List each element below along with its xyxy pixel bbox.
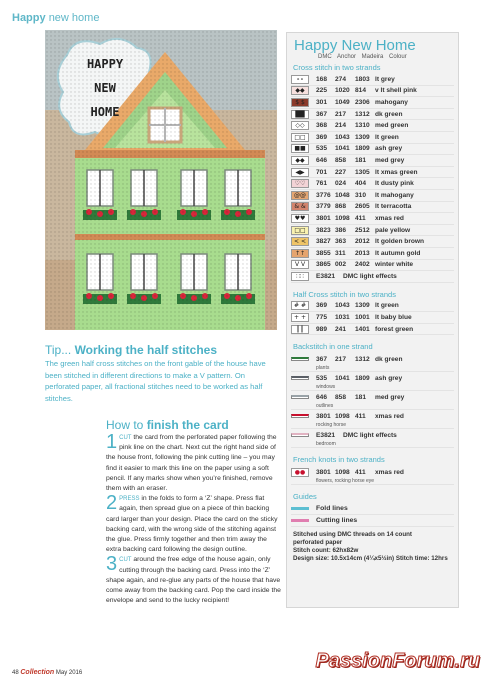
- colour-name: med grey: [375, 156, 405, 164]
- anchor-number: 386: [335, 226, 347, 234]
- dmc-number: 367: [316, 110, 328, 118]
- madeira-number: 1809: [355, 374, 370, 382]
- colour-name: lt baby blue: [375, 314, 412, 322]
- dmc-number: 225: [316, 87, 328, 95]
- dmc-number: 3801: [316, 214, 331, 222]
- step-text: in the folds to form a ‘Z’ shape. Press flat again, then spread glue on a piece of thin backing card larger than your design. Place the card on the sticky backing card, with the wrong side of the stitching against the glue. Press firmly together and then trim away the extra backing card following the design outline.: [106, 495, 278, 554]
- stitch-symbol: ●●: [291, 468, 309, 477]
- madeira-number: 1001: [355, 314, 370, 322]
- anchor-number: 363: [335, 238, 347, 246]
- howto-steps: [106, 433, 282, 606]
- colour-name: dk green: [375, 355, 403, 363]
- backstitch-title: Backstitch in one strand: [293, 342, 373, 352]
- step: [106, 494, 282, 555]
- step-text: the card from the perforated paper following the pink line on the chart. Next cut the right hand side of the house front, following the pink cutting line – you may find it easier to mark this line on the paper using a soft pencil. If any marks show when you’re finished, remove them with an eraser.: [106, 434, 277, 493]
- stitch-symbol: □□: [291, 133, 309, 142]
- madeira-number: 404: [355, 180, 367, 188]
- dmc-number: 535: [316, 374, 328, 382]
- dmc-number: 3801: [316, 412, 331, 420]
- note-line: Stitched using DMC threads on 14 count: [293, 531, 412, 539]
- madeira-number: 411: [355, 412, 366, 420]
- backstitch-row: [291, 429, 454, 448]
- madeira-number: 1809: [355, 145, 370, 153]
- anchor-number: 024: [335, 180, 347, 188]
- half-stitch-list: [291, 301, 454, 336]
- house-illustration: [45, 30, 277, 330]
- madeira-number: 1309: [355, 302, 370, 310]
- thread-row: [291, 120, 454, 132]
- thread-row: [291, 225, 454, 237]
- stitch-symbol: ♥♥: [291, 214, 309, 223]
- stitch-symbol: $ $: [291, 98, 309, 107]
- madeira-number: 181: [355, 393, 367, 401]
- madeira-number: 1312: [355, 110, 370, 118]
- dmc-number: 3776: [316, 191, 331, 199]
- stitch-symbol: ◆◆: [291, 86, 309, 95]
- madeira-number: 814: [355, 87, 367, 95]
- colour-name: xmas red: [375, 214, 404, 222]
- step-keyword: PRESS: [119, 496, 140, 503]
- colour-name: winter white: [375, 261, 414, 269]
- anchor-number: 1049: [335, 98, 350, 106]
- step-number: 1: [106, 431, 118, 453]
- thread-row: [291, 190, 454, 202]
- colour-name: DMC light effects: [343, 272, 397, 280]
- anchor-number: 1043: [335, 133, 350, 141]
- dmc-number: 168: [316, 75, 328, 83]
- madeira-number: 310: [355, 191, 367, 199]
- thread-row: [291, 312, 454, 324]
- tip-heading: Working the half stitches: [74, 343, 218, 357]
- step-keyword: CUT: [119, 557, 132, 564]
- thread-swatch: [291, 376, 309, 380]
- page-header: [12, 12, 99, 24]
- madeira-number: 2306: [355, 98, 370, 106]
- thread-row: [291, 74, 454, 86]
- thread-key-panel: [286, 32, 459, 608]
- guide-label: Fold lines: [316, 505, 348, 513]
- usage-note: outlines: [316, 403, 334, 410]
- project-photo: [45, 30, 277, 330]
- anchor-number: 214: [335, 122, 347, 130]
- colour-name: ash grey: [375, 145, 403, 153]
- step-number: 2: [106, 492, 118, 515]
- step-keyword: CUT: [119, 435, 132, 441]
- anchor-number: 1041: [335, 145, 350, 153]
- guides-title: Guides: [293, 492, 317, 502]
- thread-row: [291, 271, 454, 283]
- colour-name: med green: [375, 122, 409, 130]
- anchor-number: 217: [335, 355, 347, 363]
- stitch-symbol: ◇◇: [291, 121, 309, 130]
- usage-note: bedroom: [316, 441, 336, 448]
- anchor-number: 1098: [335, 412, 350, 420]
- step-number: 3: [106, 553, 118, 576]
- half-stitch-title: Half Cross stitch in two strands: [293, 289, 396, 299]
- backstitch-main: [291, 353, 454, 365]
- dmc-number: 301: [316, 98, 328, 106]
- colour-name: lt golden brown: [375, 238, 425, 246]
- stitch-symbol: ██: [291, 110, 309, 119]
- backstitch-row: [291, 353, 454, 372]
- sign-line-3: HOME: [90, 105, 120, 119]
- anchor-number: 858: [335, 156, 347, 164]
- madeira-number: 181: [355, 156, 367, 164]
- madeira-number: 2013: [355, 249, 370, 257]
- thread-row: [291, 132, 454, 144]
- colour-name: ash grey: [375, 374, 403, 382]
- tip-title: [45, 343, 217, 357]
- tip-body: The green half cross stitches on the front gable of the house have been stitched in different directions to make a V pattern. On perforated paper, all fractional stitches need to be worked as half stitches.: [45, 359, 266, 403]
- dmc-number: 369: [316, 133, 328, 141]
- backstitch-row: [291, 391, 454, 410]
- madeira-number: 1310: [355, 122, 370, 130]
- magazine-name: Collection: [20, 669, 55, 676]
- thread-row: [291, 109, 454, 121]
- colour-name: lt green: [375, 302, 399, 310]
- madeira-number: 2512: [355, 226, 370, 234]
- dmc-number: 701: [316, 168, 328, 176]
- colour-name: DMC light effects: [343, 431, 397, 439]
- colour-name: lt dusty pink: [375, 180, 414, 188]
- stitch-symbol: + +: [291, 313, 309, 322]
- anchor-number: 1098: [335, 468, 350, 476]
- colour-name: forest green: [375, 325, 414, 333]
- colour-name: lt xmas green: [375, 168, 418, 176]
- thread-row: [291, 144, 454, 156]
- dmc-number: 3823: [316, 226, 331, 234]
- dmc-number: 3855: [316, 249, 331, 257]
- dmc-number: E3821: [316, 431, 336, 439]
- backstitch-main: [291, 410, 454, 422]
- dmc-number: 3779: [316, 203, 331, 211]
- backstitch-list: [291, 353, 454, 448]
- dmc-number: 3801: [316, 468, 331, 476]
- page-footer: [12, 669, 82, 676]
- dmc-number: 3865: [316, 261, 331, 269]
- stitch-symbol: ↑↑: [291, 249, 309, 258]
- colour-name: pale yellow: [375, 226, 411, 234]
- madeira-number: 1312: [355, 355, 370, 363]
- backstitch-main: [291, 429, 454, 441]
- stitch-symbol: ♡♡: [291, 179, 309, 188]
- note-line: Design size: 10.5x14cm (4¼x5½in) Stitch time: 12hrs: [293, 555, 448, 563]
- colour-name: xmas red: [375, 412, 404, 420]
- dmc-number: 646: [316, 393, 328, 401]
- thread-row: [291, 178, 454, 190]
- thread-row: [291, 86, 454, 98]
- usage-note: windows: [316, 384, 336, 391]
- backstitch-row: [291, 410, 454, 429]
- guide-row: [291, 515, 454, 527]
- guide-row: [291, 503, 454, 515]
- anchor-number: 002: [335, 261, 347, 269]
- dmc-number: 775: [316, 314, 328, 322]
- thread-row: [291, 301, 454, 313]
- guide-line-swatch: [291, 507, 309, 510]
- dmc-number: 646: [316, 156, 328, 164]
- colour-name: lt autumn gold: [375, 249, 421, 257]
- colour-name: dk green: [375, 110, 403, 118]
- madeira-number: 1305: [355, 168, 370, 176]
- thread-swatch: [291, 433, 309, 437]
- page-number: 48: [12, 670, 19, 676]
- backstitch-main: [291, 391, 454, 403]
- note-line: Stitch count: 62hx82w: [293, 547, 359, 555]
- anchor-number: 1098: [335, 214, 350, 222]
- stitch-symbol: ◆◆: [291, 156, 309, 165]
- anchor-number: 1031: [335, 314, 350, 322]
- anchor-number: 1041: [335, 374, 350, 382]
- header-rest: new home: [48, 12, 100, 24]
- header-prefix: Happy: [12, 12, 46, 24]
- thread-row: [291, 248, 454, 260]
- anchor-number: 1043: [335, 302, 350, 310]
- backstitch-row: [291, 372, 454, 391]
- dmc-number: 367: [316, 355, 328, 363]
- dmc-number: 3827: [316, 238, 331, 246]
- dmc-number: E3821: [316, 272, 336, 280]
- stitch-symbol: ║║: [291, 325, 309, 334]
- madeira-number: 411: [355, 468, 366, 476]
- usage-note: flowers, rocking horse eye: [316, 478, 375, 485]
- colour-name: lt green: [375, 133, 399, 141]
- thread-row: [291, 202, 454, 214]
- anchor-number: 311: [335, 249, 346, 257]
- french-knot-row: [291, 466, 454, 485]
- stitch-symbol: □□: [291, 226, 309, 235]
- stitch-symbol: ■■: [291, 144, 309, 153]
- french-knots-list: [291, 466, 454, 485]
- howto-prefix: How to: [106, 418, 147, 432]
- madeira-number: 1803: [355, 75, 370, 83]
- stitch-symbol: ◀▶: [291, 168, 309, 177]
- step: [106, 433, 282, 494]
- thread-swatch: [291, 414, 309, 418]
- colour-name: lt mahogany: [375, 191, 414, 199]
- stitch-symbol: V V: [291, 260, 309, 269]
- howto-heading: finish the card: [146, 418, 229, 432]
- madeira-number: 1401: [355, 325, 370, 333]
- usage-note: rocking horse: [316, 422, 347, 429]
- note-line: perforated paper: [293, 539, 343, 547]
- watermark: PassionForum.ru: [315, 650, 480, 672]
- colour-name: med grey: [375, 393, 405, 401]
- colour-name: v lt shell pink: [375, 87, 417, 95]
- dmc-number: 368: [316, 122, 328, 130]
- anchor-number: 868: [335, 203, 347, 211]
- dmc-number: 989: [316, 325, 328, 333]
- anchor-number: 858: [335, 393, 347, 401]
- colour-name: lt grey: [375, 75, 395, 83]
- madeira-number: 2402: [355, 261, 370, 269]
- guide-line-swatch: [291, 519, 309, 522]
- thread-row: [291, 213, 454, 225]
- thread-row: [291, 155, 454, 167]
- cross-stitch-title: Cross stitch in two strands: [293, 63, 381, 72]
- anchor-number: 1048: [335, 191, 350, 199]
- thread-row: [291, 260, 454, 272]
- anchor-number: 1020: [335, 87, 350, 95]
- colour-name: xmas red: [375, 468, 404, 476]
- key-column-headers: DMC Anchor Madeira Colour: [318, 54, 407, 60]
- anchor-number: 217: [335, 110, 347, 118]
- usage-note: plants: [316, 365, 330, 372]
- thread-swatch: [291, 357, 309, 361]
- madeira-number: 2012: [355, 238, 370, 246]
- sign-line-2: NEW: [94, 81, 116, 95]
- stitch-symbol: ∷∷: [291, 272, 309, 281]
- stitch-notes: [291, 531, 454, 563]
- dmc-number: 369: [316, 302, 328, 310]
- stitch-symbol: & &: [291, 202, 309, 211]
- knot-main: [291, 466, 454, 478]
- anchor-number: 241: [335, 325, 347, 333]
- colour-name: mahogany: [375, 98, 408, 106]
- stitch-symbol: < <: [291, 237, 309, 246]
- stitch-symbol: # #: [291, 301, 309, 310]
- stitch-symbol: ∘∘: [291, 75, 309, 84]
- madeira-number: 411: [355, 214, 366, 222]
- madeira-number: 1309: [355, 133, 370, 141]
- backstitch-main: [291, 372, 454, 384]
- tip-prefix: Tip...: [45, 343, 75, 357]
- dmc-number: 535: [316, 145, 328, 153]
- colour-name: lt terracotta: [375, 203, 412, 211]
- cross-stitch-list: [291, 74, 454, 283]
- madeira-number: 2605: [355, 203, 370, 211]
- step-text: around the free edge of the house again, only cutting through the backing card. Press into the ‘Z’ shape again, and re-glue any parts of the house that have come away from the backing card. Pop the card inside the envelope and send to the lucky recipient!: [106, 556, 281, 605]
- thread-row: [291, 324, 454, 336]
- anchor-number: 227: [335, 168, 347, 176]
- stitch-symbol: @@: [291, 191, 309, 200]
- thread-row: [291, 167, 454, 179]
- thread-swatch: [291, 395, 309, 399]
- key-title: Happy New Home: [294, 37, 416, 54]
- dmc-number: 761: [316, 180, 328, 188]
- thread-row: [291, 97, 454, 109]
- issue-date: May 2016: [55, 670, 83, 676]
- sign-line-1: HAPPY: [86, 57, 124, 71]
- howto-title: [106, 418, 229, 432]
- guides-list: [291, 503, 454, 527]
- guide-label: Cutting lines: [316, 517, 358, 525]
- anchor-number: 274: [335, 75, 347, 83]
- thread-row: [291, 236, 454, 248]
- step: [106, 555, 282, 606]
- french-knots-title: French knots in two strands: [293, 455, 385, 465]
